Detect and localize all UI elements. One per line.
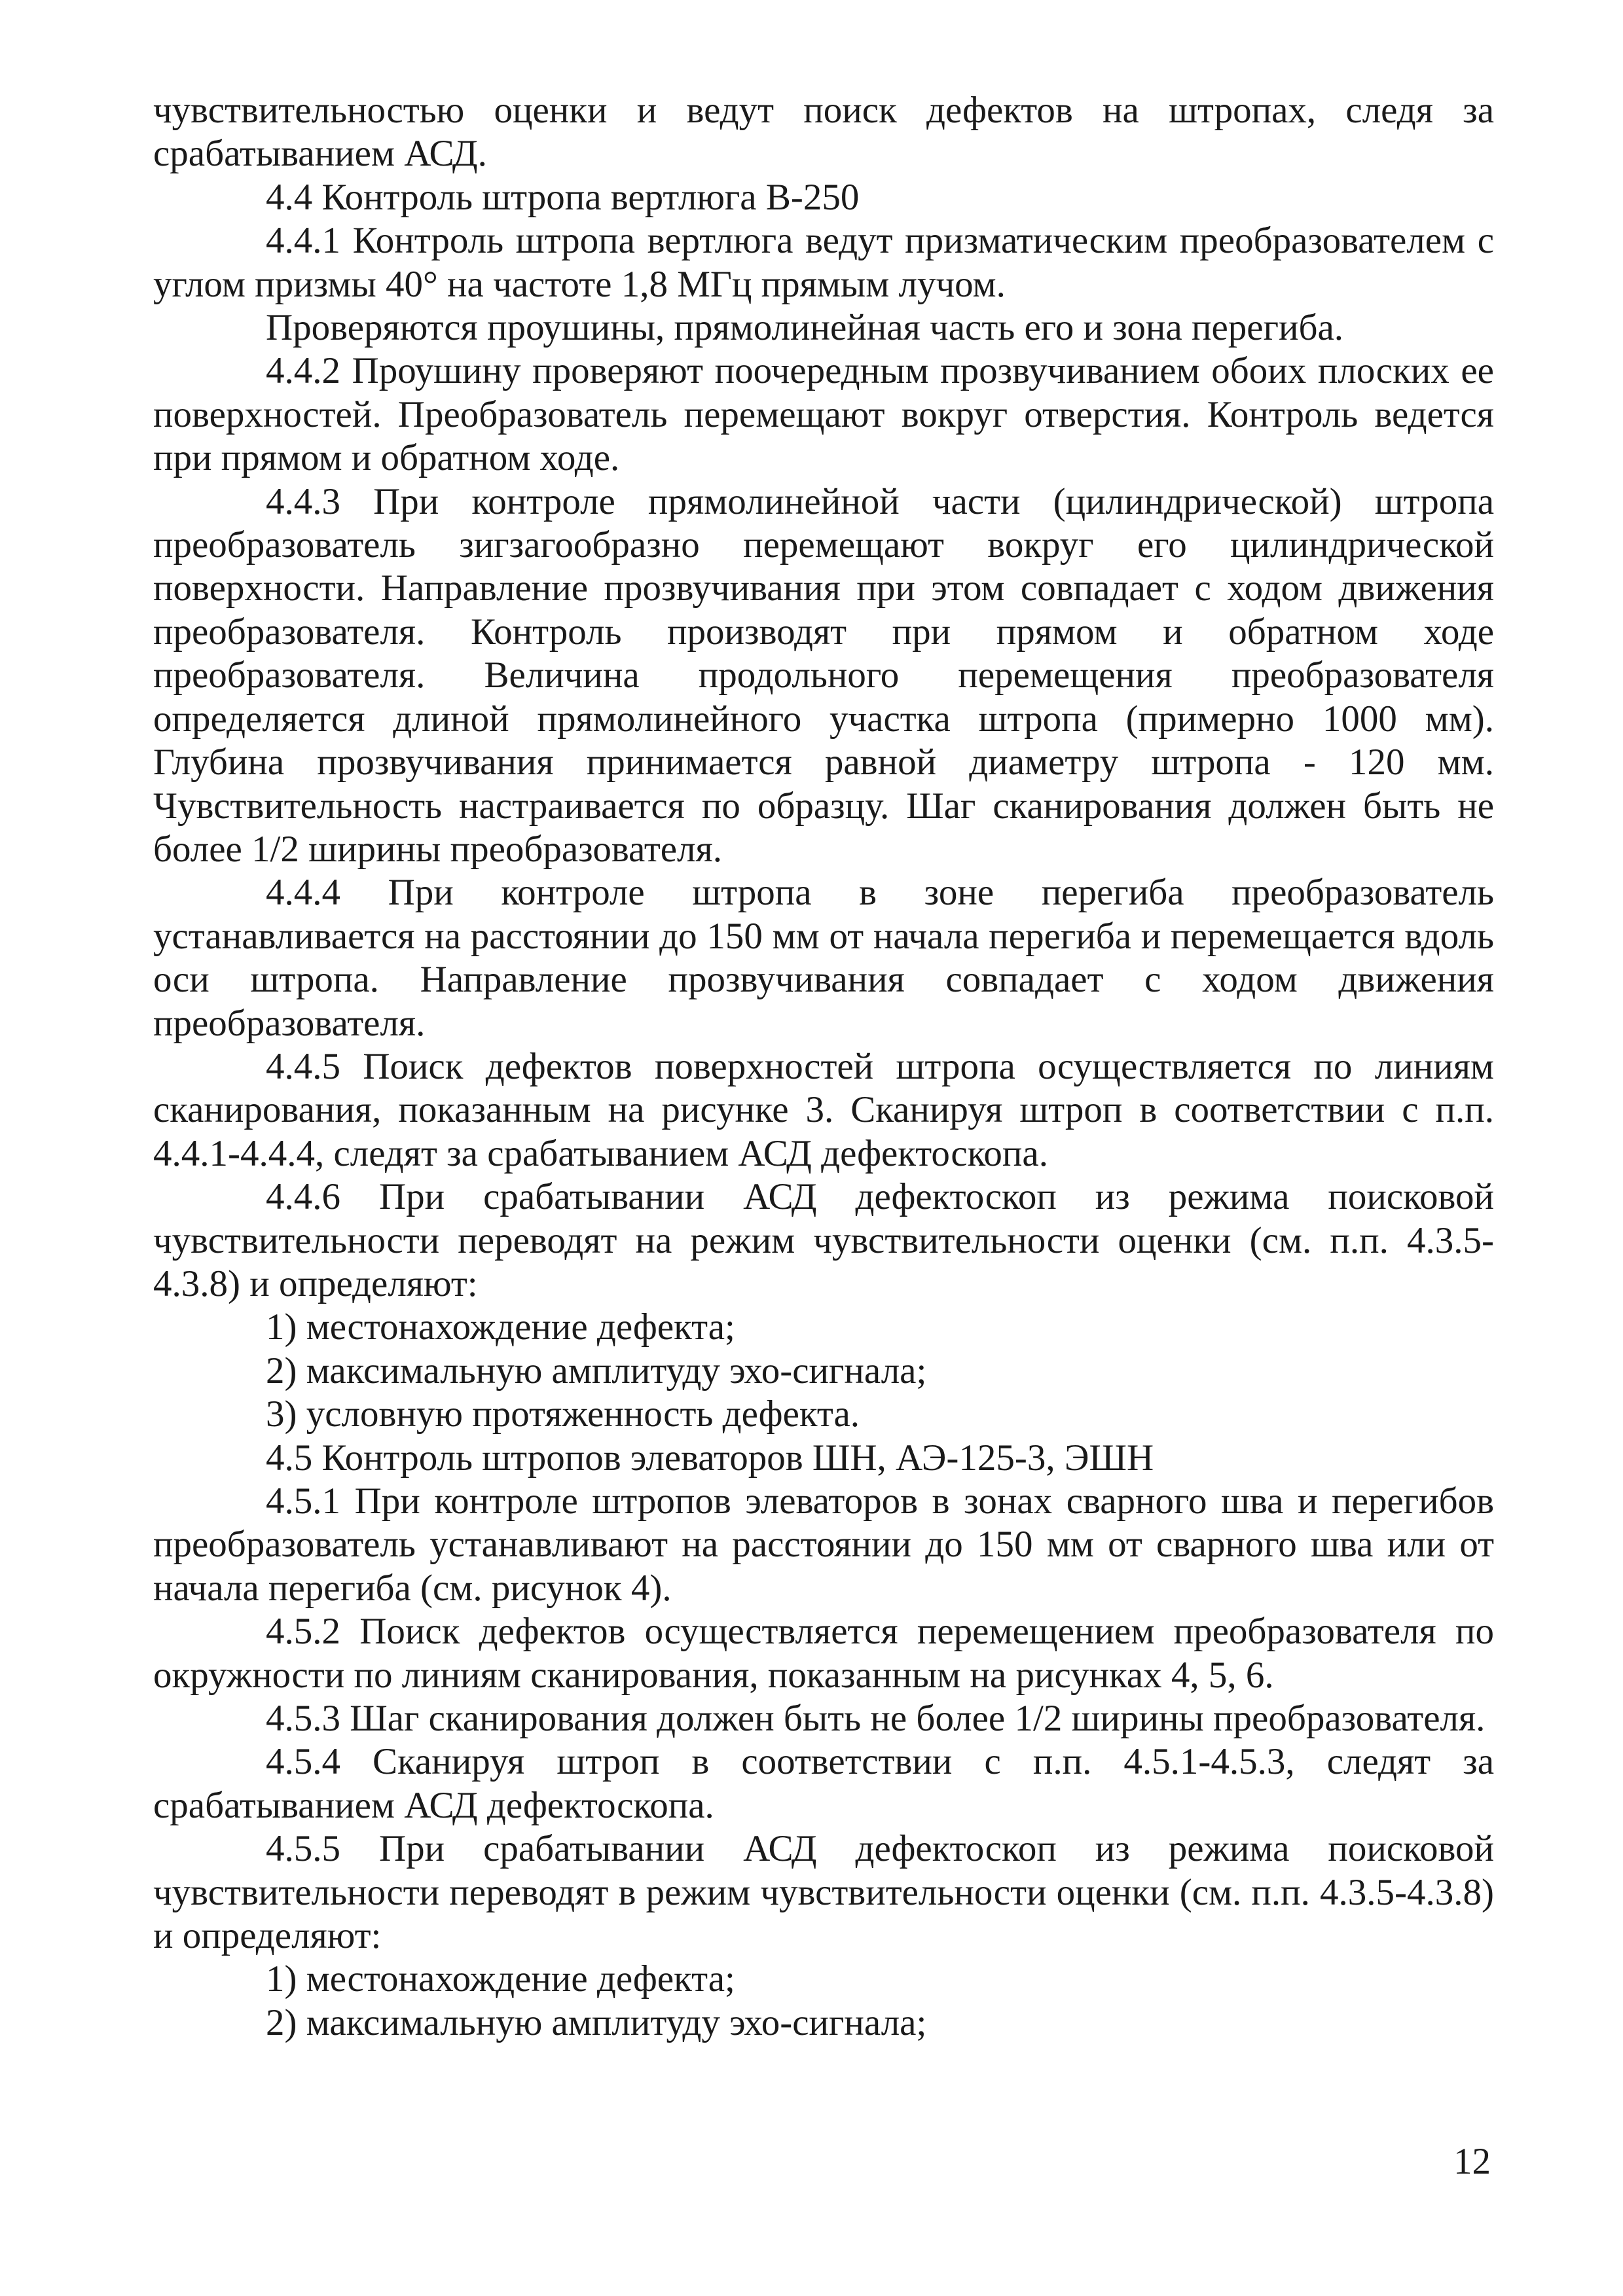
list-item: 1) местонахождение дефекта; — [266, 1958, 735, 2000]
paragraph-4-4-2: 4.4.2 Проушину проверяют поочередным прозвучиванием обоих плоских ее поверхностей. Преобразователь перемещают вокруг отверстия. Контроль ведется при прямом и обратном ходе. — [153, 350, 1494, 479]
paragraph-4-4-5: 4.4.5 Поиск дефектов поверхностей штропа осуществляется по линиям сканирования, показанным на рисунке 3. Сканируя штроп в соответствии с п.п. 4.4.1-4.4.4, следят за срабатыванием АСД дефектоскопа. — [153, 1045, 1494, 1174]
paragraph-4-4-6: 4.4.6 При срабатывании АСД дефектоскоп из режима поисковой чувствительности переводят на режим чувствительности оценки (см. п.п. 4.3.5-4.3.8) и определяют: — [153, 1176, 1494, 1304]
paragraph-4-5-5: 4.5.5 При срабатывании АСД дефектоскоп из режима поисковой чувствительности переводят в режим чувствительности оценки (см. п.п. 4.3.5-4.3.8) и определяют: — [153, 1828, 1494, 1957]
paragraph-4-5-3: 4.5.3 Шаг сканирования должен быть не более 1/2 ширины преобразователя. — [266, 1698, 1486, 1740]
section-heading-4-4: 4.4 Контроль штропа вертлюга В-250 — [266, 176, 860, 218]
section-heading-4-5: 4.5 Контроль штропов элеваторов ШН, АЭ-125-3, ЭШН — [266, 1437, 1154, 1479]
paragraph-4-5-4: 4.5.4 Сканируя штроп в соответствии с п.п. 4.5.1-4.5.3, следят за срабатыванием АСД дефектоскопа. — [153, 1741, 1494, 1826]
paragraph-4-4-3: 4.4.3 При контроле прямолинейной части (цилиндрической) штропа преобразователь зигзагообразно перемещают вокруг его цилиндрической поверхности. Направление прозвучивания при этом совпадает с ходом движения преобразователя. Контроль производят при прямом и обратном ходе преобразователя. Величина продольного перемещения преобразователя определяется длиной прямолинейного участка штропа (примерно 1000 мм). Глубина прозвучивания принимается равной диаметру штропа - 120 мм. Чувствительность настраивается по образцу. Шаг сканирования должен быть не более 1/2 ширины преобразователя. — [153, 480, 1494, 870]
list-item: 3) условную протяженность дефекта. — [266, 1393, 860, 1435]
paragraph-4-5-1: 4.5.1 При контроле штропов элеваторов в зонах сварного шва и перегибов преобразователь устанавливают на расстоянии до 150 мм от сварного шва или от начала перегиба (см. рисунок 4). — [153, 1480, 1494, 1609]
list-item: 1) местонахождение дефекта; — [266, 1306, 735, 1348]
page-body — [153, 89, 1494, 2045]
list-item: 2) максимальную амплитуду эхо-сигнала; — [266, 2001, 927, 2043]
paragraph-inspected-parts: Проверяются проушины, прямолинейная часть его и зона перегиба. — [266, 307, 1344, 349]
paragraph-4-4-1: 4.4.1 Контроль штропа вертлюга ведут призматическим преобразователем с углом призмы 40° на частоте 1,8 МГц прямым лучом. — [153, 220, 1494, 305]
paragraph-4-5-2: 4.5.2 Поиск дефектов осуществляется перемещением преобразователя по окружности по линиям сканирования, показанным на рисунках 4, 5, 6. — [153, 1611, 1494, 1696]
paragraph-4-4-4: 4.4.4 При контроле штропа в зоне перегиба преобразователь устанавливается на расстоянии до 150 мм от начала перегиба и перемещается вдоль оси штропа. Направление прозвучивания совпадает с ходом движения преобразователя. — [153, 872, 1494, 1044]
page-number: 12 — [1453, 2141, 1491, 2182]
paragraph-continuation: чувствительностью оценки и ведут поиск дефектов на штропах, следя за срабатыванием АСД. — [153, 90, 1494, 175]
list-item: 2) максимальную амплитуду эхо-сигнала; — [266, 1350, 927, 1391]
